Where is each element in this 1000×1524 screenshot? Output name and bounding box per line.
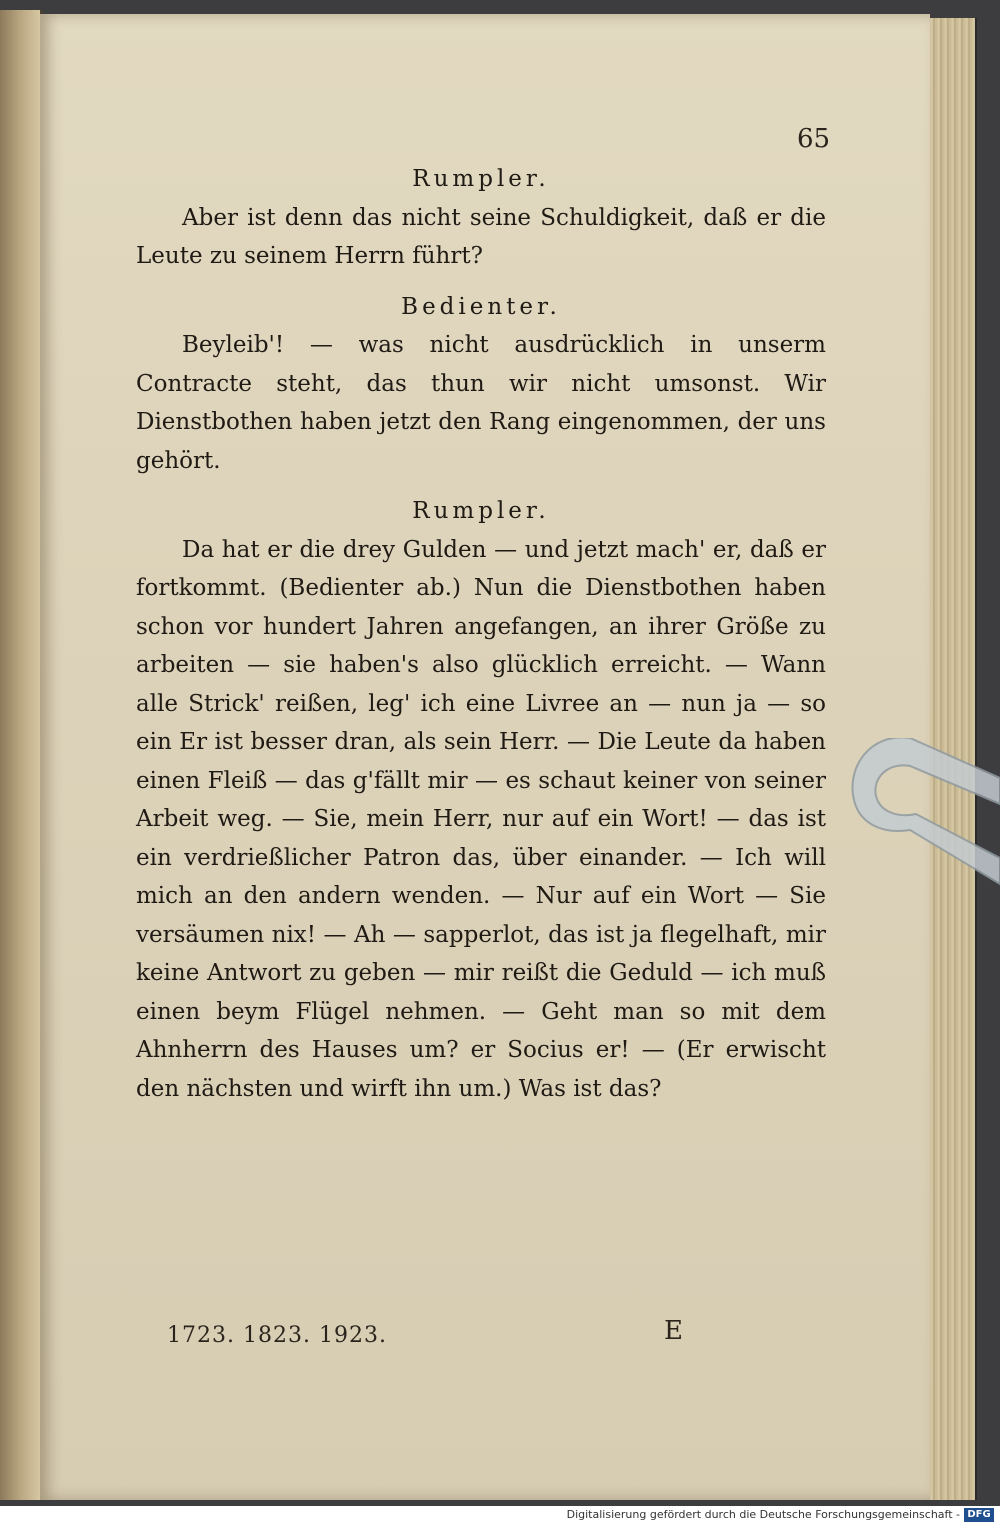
dfg-logo: DFG [964,1508,994,1522]
speaker-name: Rumpler. [412,166,550,192]
page-clip [850,738,1000,888]
speaker-name: Rumpler. [412,498,550,524]
book-page [40,14,930,1500]
footer-signature-mark: E [664,1316,683,1346]
speech-text: Beyleib'! — was nicht ausdrücklich in unserm Contracte steht, das thun wir nicht umsonst. Wir Dienstbothen haben jetzt den Rang eingenommen, der uns gehört. [136,332,826,474]
footer-signature: 1723. 1823. 1923. [167,1323,387,1348]
text-block [136,160,826,1120]
page-number: 65 [797,124,831,154]
left-page-edge [0,10,43,1500]
digitization-notice: Digitalisierung gefördert durch die Deutsche Forschungsgemeinschaft - [566,1508,960,1521]
speaker-name: Bedienter. [401,293,561,320]
speech-text: Aber ist denn das nicht seine Schuldigkeit, daß er die Leute zu seinem Herrn führt? [136,204,826,269]
speech-text: Da hat er die drey Gulden — und jetzt mach' er, daß er fortkommt. (Bedienter ab.) Nun die Dienstbothen haben schon vor hundert Jahren angefangen, an ihrer Größe zu arbeiten — sie haben's also glücklich erreicht. — Wann alle Strick' reißen, leg' ich eine Livree an — nun ja — so ein Er ist besser dran, als sein Herr. — Die Leute da haben einen Fleiß — das g'fällt mir — es schaut keiner von seiner Arbeit weg. — Sie, mein Herr, nur auf ein Wort! — das ist ein verdrießlicher Patron das, über einander. — Ich will mich an den andern wenden. — Nur auf ein Wort — Sie versäumen nix! — Ah — sapperlot, das ist ja flegelhaft, mir keine Antwort zu geben — mir reißt die Geduld — ich muß einen beym Flügel nehmen. — Geht man so mit dem Ahnherrn des Hauses um? er Socius er! — (Er erwischt den nächsten und wirft ihn um.) Was ist das? [136,536,826,1102]
